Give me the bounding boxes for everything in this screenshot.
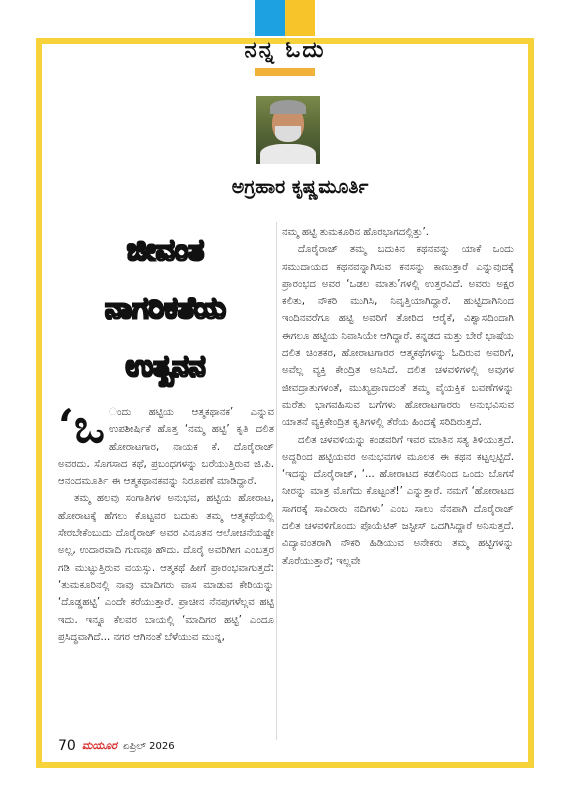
article-title	[58, 222, 273, 396]
magazine-logo: ಮಯೂರ	[81, 739, 117, 752]
title-line: ಜೀವಂತ	[126, 233, 205, 268]
paragraph: ದೊರೈರಾಜ್ ತಮ್ಮ ಬದುಕಿನ ಕಥನವನ್ನು ಯಾಕೆ ಒಂದು ಸಮುದಾಯದ ಕಥನವನ್ನಾಗಿಸುವ ಕನಸನ್ನು ಕಾಣುತ್ತಾರೆ ಎನ್ನುವುದಕ್ಕೆ ಪ್ರಾರಂಭದ ಅವರ ‘ಒಡಲ ಮಾತು’ಗಳಲ್ಲಿ ಉತ್ತರವಿದೆ. ಅವರು ಅಕ್ಷರ ಕಲಿತು, ನೌಕರಿ ಮುಗಿಸಿ, ನಿವೃತ್ತಿಯಾಗಿದ್ದಾರೆ. ಹುಟ್ಟಿದಾಗಿನಿಂದ ಇಂದಿನವರೆಗೂ ಹಟ್ಟಿ ಅವರಿಗೆ ತೋರಿದ ಆರೈಕೆ, ವಿಶ್ವಾಸದಿಂದಾಗಿ ಈಗಲೂ ಹಟ್ಟಿಯ ನಿವಾಸಿಯೇ ಆಗಿದ್ದಾರೆ. ಕನ್ನಡದ ಮತ್ತು ಬೇರೆ ಭಾಷೆಯ ದಲಿತ ಚಿಂತಕರ, ಹೋರಾಟಗಾರರ ಆತ್ಮಕಥೆಗಳನ್ನು ಓದಿರುವ ಅವರಿಗೆ, ಅವೆಲ್ಲ ವ್ಯಕ್ತಿ ಕೇಂದ್ರಿತ ಅನಿಸಿದೆ. ದಲಿತ ಚಳವಳಿಗಳಲ್ಲಿ ಅವುಗಳ ಜೀವದ್ರಾತುಗಳಂತೆ, ಮುಖ್ಯಪ್ರಾಣದಂತೆ ತಮ್ಮ ವೈಯಕ್ತಿಕ ಬವಣೆಗಳನ್ನು ಮರೆತು ಭಾಗವಹಿಸುವ ಬಗೆಗಳು ಹೋರಾಟಗಾರರು ಅನುಭವಿಸುವ ಯಾತನೆ ವ್ಯಕ್ತಿಕೇಂದ್ರಿತ ಕೃತಿಗಳಲ್ಲಿ ತೆರೆಯ ಹಿಂದಕ್ಕೆ ಸರಿದಿರುತ್ತದೆ.	[282, 244, 514, 429]
title-line: ಉತ್ಖನನ	[125, 349, 206, 384]
column-divider	[276, 222, 277, 740]
author-name: ಅಗ್ರಹಾರ ಕೃಷ್ಣಮೂರ್ತಿ	[231, 176, 369, 198]
paragraph: ನಮ್ಮ ಹಟ್ಟಿ ತುಮಕೂರಿನ ಹೊರಭಾಗದಲ್ಲಿತ್ತು’.	[282, 227, 430, 238]
left-column	[58, 399, 274, 646]
paragraph: ದಲಿತ ಚಳವಳಿಯನ್ನು ಕಂಡವರಿಗೆ ಇವರ ಮಾತಿನ ಸತ್ಯ ತಿಳಿಯುತ್ತದೆ. ಅದ್ದರಿಂದ ಹಟ್ಟಿಯವರ ಅನುಭವಗಳ ಮೂಲಕ ಈ ಕಥನ ಕಟ್ಟಲ್ಪಟ್ಟಿದೆ. ‘ಇದನ್ನು ದೊರೈರಾಜ್, ‘... ಹೋರಾಟದ ಕಡಲಿನಿಂದ ಒಂದು ಬೊಗಸೆ ನೀರನ್ನು ಮಾತ್ರ ಮೊಗೆದು ಕೊಟ್ಟಂತೆ!’ ಎನ್ನುತ್ತಾರೆ. ನಮಗೆ ‘ಹೋರಾಟದ ಸಾಗರಕ್ಕೆ ಸಾವಿರಾರು ನದಿಗಳು’ ಎಂಬ ಸಾಲು ನೆನಪಾಗಿ ದೊರೈರಾಜ್ ದಲಿತ ಚಳವಳಿಗೊಂದು ಪೊಯೆಟಿಕ್ ಜಸ್ಟೀಸ್ ಒದಗಿಸಿದ್ದಾರೆ ಅನಿಸುತ್ತದೆ. ವಿದ್ಯಾವಂತರಾಗಿ ನೌಕರಿ ಹಿಡಿಯುವ ಅನೇಕರು ತಮ್ಮ ಹಟ್ಟಿಗಳನ್ನು ತೊರೆಯುತ್ತಾರೆ; ಇಲ್ಲವೇ	[282, 434, 514, 567]
bottom-border	[36, 762, 534, 768]
badge-blue-block	[255, 0, 285, 36]
title-line: ನಾಗರಿಕತೆಯ	[104, 291, 227, 326]
left-border	[36, 38, 42, 768]
right-column	[282, 224, 514, 570]
badge-underline	[255, 68, 315, 76]
right-border	[528, 38, 534, 768]
drop-cap: ‘ಒ	[58, 399, 105, 453]
badge-yellow-block	[285, 0, 315, 36]
page-footer	[58, 736, 175, 756]
paragraph: ಂದು ಹಟ್ಟಿಯ ಆತ್ಮಕಥಾನಕ’ ಎನ್ನುವ ಉಪಶೀರ್ಷಿಕೆ ಹೊತ್ತ ‘ನಮ್ಮ ಹಟ್ಟಿ’ ಕೃತಿ ದಲಿತ ಹೋರಾಟಗಾರ, ನಾಯಕ ಕೆ. ದೊರೈರಾಜ್ ಅವರದು. ಸೊಗಸಾದ ಕಥೆ, ಪ್ರಬಂಧಗಳನ್ನು ಬರೆಯುತ್ತಿರುವ ಜಿ.ಪಿ. ಆನಂದಮೂರ್ತಿ ಈ ಆತ್ಮಕಥಾನಕವನ್ನು ನಿರೂಪಣೆ ಮಾಡಿದ್ದಾರೆ.	[58, 407, 274, 488]
paragraph: ತಮ್ಮ ಹಲವು ಸಂಗಾತಿಗಳ ಅನುಭವ, ಹಟ್ಟಿಯ ಹೋರಾಟ, ಹೋರಾಟಕ್ಕೆ ಹೆಗಲು ಕೊಟ್ಟವರ ಬದುಕು ತಮ್ಮ ಆತ್ಮಕಥೆಯಲ್ಲಿ ಸೇರಬೇಕೆಂಬುದು ದೊರೈರಾಜ್ ಅವರ ವಿನೂತನ ಆಲೋಚನೆಯಷ್ಟೇ ಅಲ್ಲ, ಉದಾರವಾದಿ ಗುಣವೂ ಹೌದು. ದೊರೈ ಅವರಿಗೀಗ ಎಂಬತ್ತರ ಗಡಿ ಮುಟ್ಟುತ್ತಿರುವ ವಯಸ್ಸು. ಆತ್ಮಕಥೆ ಹೀಗೆ ಪ್ರಾರಂಭವಾಗುತ್ತದೆ: ‘ತುಮಕೂರಿನಲ್ಲಿ ನಾವು ಮಾದಿಗರು ವಾಸ ಮಾಡುವ ಕೇರಿಯನ್ನು ‘ದೊಡ್ಡಹಟ್ಟಿ’ ಎಂದೇ ಕರೆಯುತ್ತಾರೆ. ಪ್ರಾಚೀನ ನೆನಪುಗಳೆಲ್ಲವ ಹಟ್ಟಿ ಇದು. ಇನ್ನೂ ಕೆಲವರ ಬಾಯಲ್ಲಿ ‘ಮಾದಿಗರ ಹಟ್ಟಿ’ ಎಂದೂ ಪ್ರಸಿದ್ಧವಾಗಿದೆ... ನಗರ ಆಗಿನಂತೆ ಬೆಳೆಯುವ ಮುನ್ನ,	[58, 493, 274, 643]
lead-paragraph	[58, 399, 274, 490]
author-photo	[256, 96, 320, 164]
page-number: 70	[58, 738, 76, 754]
issue-date: ಏಪ್ರಿಲ್ 2026	[122, 740, 175, 752]
column-name: ನನ್ನ ಓದು	[244, 38, 326, 63]
